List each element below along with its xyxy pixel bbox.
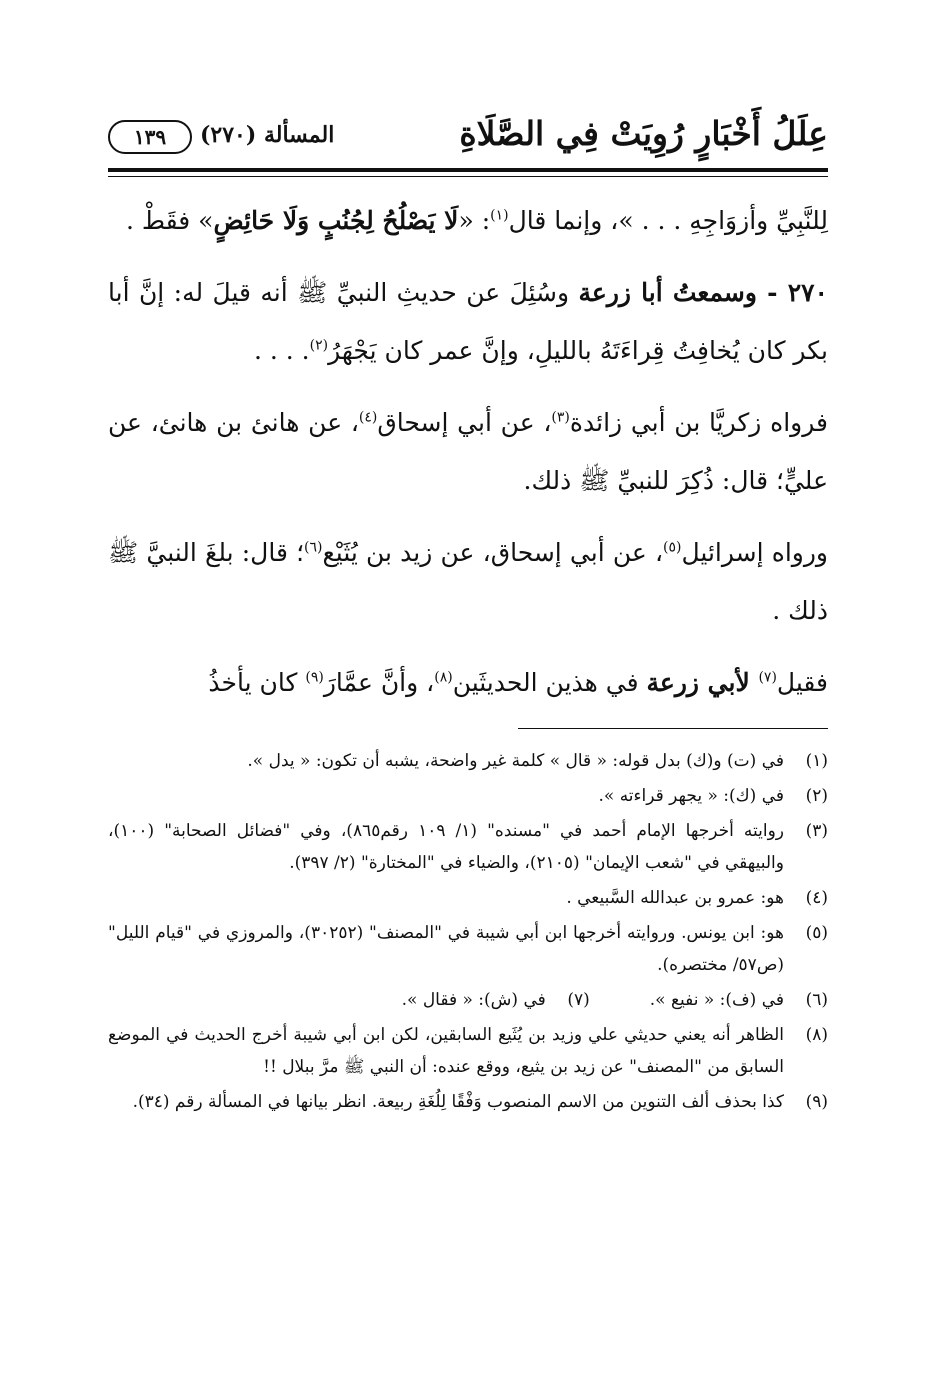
issue-label: المسألة (٢٧٠) — [200, 122, 335, 148]
p1-text-d: » فقَطْ . — [126, 206, 214, 235]
footnote-7 — [402, 984, 590, 1016]
p4-text-c: ؛ قال: بلغَ النبيَّ ﷺ ذلك . — [108, 538, 828, 625]
footnote-3 — [108, 815, 828, 879]
footnote-row-6-7 — [108, 984, 828, 1016]
footnote-text: في (ف): « نفيع ». — [649, 990, 784, 1010]
footnote-number: (٣) — [805, 821, 828, 841]
book-title: عِلَلُ أَخْبَارٍ رُوِيَتْ فِي الصَّلَاةِ — [459, 114, 828, 153]
footnote-number: (٦) — [805, 990, 828, 1010]
footnote-5 — [108, 917, 828, 981]
footnote-separator — [518, 728, 828, 729]
p5-text-c: في هذين الحديثَين — [452, 668, 647, 697]
p2-text-c: . . . . — [254, 336, 310, 365]
footnote-number: (٩) — [805, 1092, 828, 1112]
footnote-text: هو: عمرو بن عبدالله السَّبيعي . — [566, 888, 784, 908]
paragraph-3 — [108, 394, 828, 510]
footnote-text: هو: ابن يونس. وروايته أخرجها ابن أبي شيبة في "المصنف" (٣٠٢٥٢)، والمروزي في "قيام الليل" (ص٥٧/ مختصره). — [108, 923, 784, 975]
footnote-ref-5[interactable]: (٥) — [663, 539, 682, 556]
footnote-ref-6[interactable]: (٦) — [304, 539, 323, 556]
running-header — [108, 100, 828, 160]
p4-text-b: ، عن أبي إسحاق، عن زيد بن يُثَيْع — [322, 538, 664, 567]
p5-text-e: كان يأخذُ — [208, 668, 306, 697]
footnote-number: (٥) — [805, 923, 828, 943]
p3-text-c: ، عن هانئ بن هانئ، عن عليٍّ؛ قال: ذُكِرَ للنبيِّ ﷺ ذلك. — [108, 408, 828, 495]
header-rule-thin — [108, 176, 828, 177]
footnote-6 — [650, 984, 828, 1016]
footnote-ref-4[interactable]: (٤) — [358, 409, 378, 426]
paragraph-2 — [108, 264, 828, 380]
footnote-9 — [108, 1086, 828, 1118]
p1-text-b: : « — [458, 206, 491, 235]
footnote-8 — [108, 1019, 828, 1083]
footnote-number: (١) — [805, 751, 828, 771]
footnote-number: (٧) — [567, 990, 590, 1010]
footnote-text: روايته أخرجها الإمام أحمد في "مسنده" (١/ ١٠٩ رقم٨٦٥)، وفي "فضائل الصحابة" (١٠٠)، والبيهقي في "شعب الإيمان" (٢١٠٥)، والضياء في "المختارة" (٢/ ٣٩٧). — [108, 821, 784, 873]
footnote-ref-2[interactable]: (٢) — [309, 337, 329, 354]
paragraph-1 — [108, 192, 828, 250]
footnote-number: (٤) — [805, 888, 828, 908]
paragraph-4 — [108, 524, 828, 640]
footnote-text: في (ت) و(ك) بدل قوله: « قال » كلمة غير واضحة، يشبه أن تكون: « يدل ». — [247, 751, 784, 771]
header-rule-thick — [108, 168, 828, 172]
p5-text-d: ، وأنَّ عمَّارَ — [323, 668, 435, 697]
p5-text-a: فقيل — [776, 668, 828, 697]
book-page — [108, 100, 829, 1112]
footnotes — [108, 745, 828, 1121]
footnote-text: كذا بحذف ألف التنوين من الاسم المنصوب وَفْقًا لِلُغَةِ ربيعة. انظر بيانها في المسألة رقم (٣٤). — [132, 1092, 784, 1112]
p5-text-b: لأبي زرعة — [646, 668, 759, 697]
main-text — [108, 192, 828, 726]
footnote-number: (٢) — [805, 786, 828, 806]
footnote-text: في (ش): « فقال ». — [401, 990, 546, 1010]
p1-quote: لَا يَصْلُحُ لِجُنُبٍ وَلَا حَائِضٍ — [213, 206, 459, 235]
p4-text-a: ورواه إسرائيل — [681, 538, 829, 567]
p1-text-a: لِلنَّبِيِّ وأزوَاجِهِ . . . »، وإنما قال — [508, 206, 828, 235]
footnote-ref-9[interactable]: (٩) — [305, 669, 324, 686]
footnote-2 — [108, 780, 828, 812]
footnote-1 — [108, 745, 828, 777]
p2-issue-heading: ٢٧٠ - وسمعتُ أبا زرعة — [578, 278, 828, 307]
p3-text-a: فرواه زكريَّا بن أبي زائدة — [569, 408, 828, 437]
footnote-ref-8[interactable]: (٨) — [434, 669, 453, 686]
paragraph-5 — [108, 654, 828, 712]
footnote-ref-3[interactable]: (٣) — [551, 409, 570, 426]
footnote-4 — [108, 882, 828, 914]
footnote-number: (٨) — [805, 1025, 828, 1045]
footnote-ref-7[interactable]: (٧) — [758, 669, 777, 686]
footnote-text: الظاهر أنه يعني حديثي علي وزيد بن يُثَيع السابقين، لكن ابن أبي شيبة أخرج الحديث في الموضع السابق من "المصنف" عن زيد بن يثيع، ووقع عنده: أن النبي ﷺ مرَّ ببلال !! — [108, 1025, 784, 1077]
page-number: ١٣٩ — [108, 120, 192, 154]
p2-text-b: وسُئِلَ عن حديثِ النبيِّ ﷺ أنه قيلَ له: إنَّ أبا بكر كان يُخافِتُ قِراءَتَهُ بالليلِ، وإنَّ عمر كان يَجْهَرُ — [108, 278, 828, 365]
footnote-ref-1[interactable]: (١) — [490, 207, 509, 224]
p3-text-b: ، عن أبي إسحاق — [377, 408, 552, 437]
footnote-text: في (ك): « يجهر قراءته ». — [598, 786, 784, 806]
